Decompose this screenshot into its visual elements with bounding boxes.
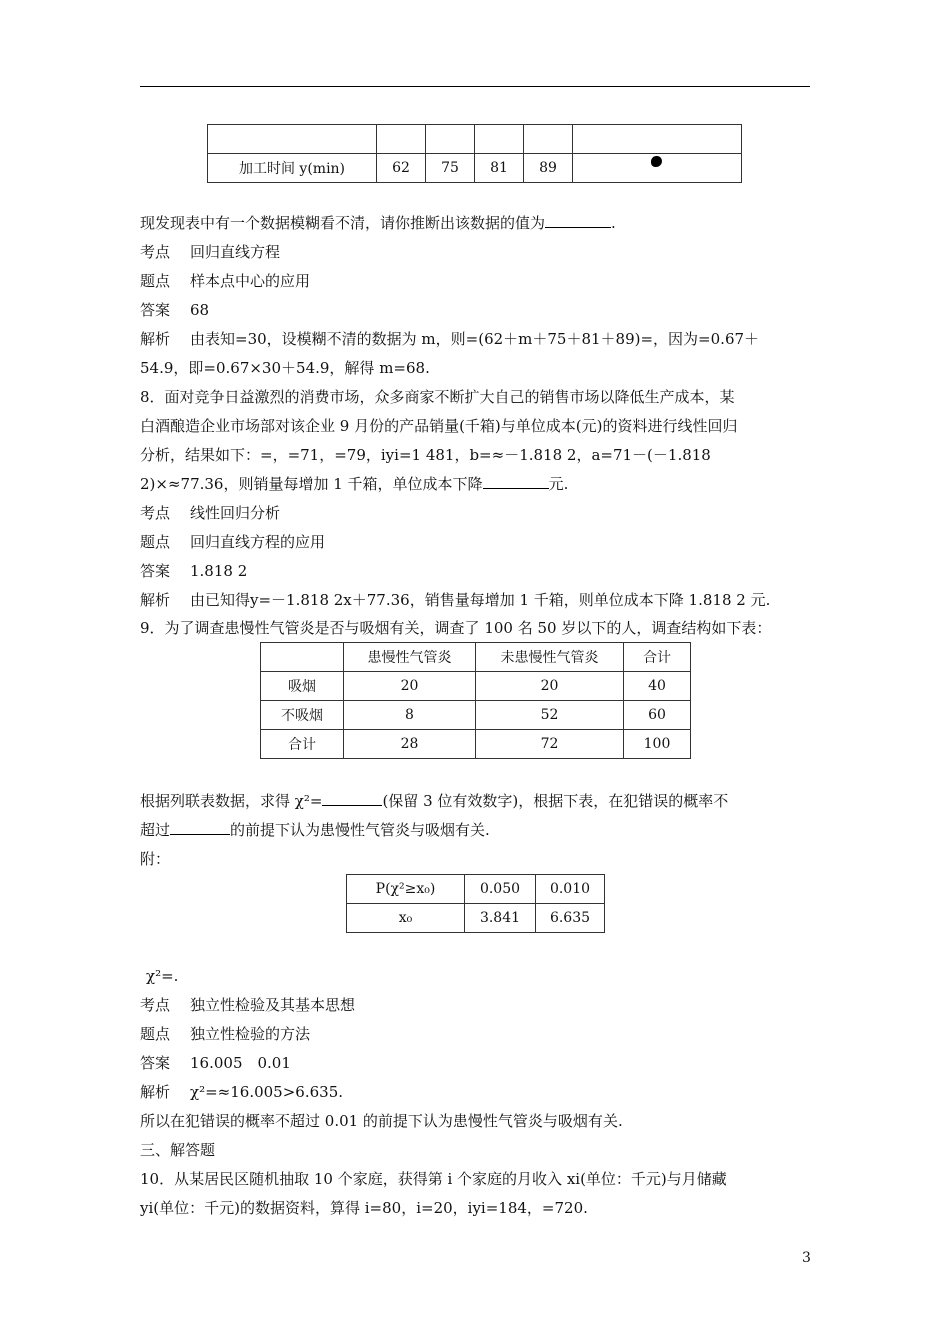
formula: χ²=. (146, 967, 179, 985)
jiexi-text: 由表知=30，设模糊不清的数据为 m，则=(62＋m＋75＋81＋89)=，因为=0.67＋ (190, 330, 760, 348)
q9-line: 根据列联表数据，求得 χ²= (140, 792, 323, 810)
table-row: 不吸烟 8 52 60 (261, 701, 691, 730)
table-row (261, 643, 691, 672)
jiexi-text: 由已知得y=－1.818 2x＋77.36，销售量每增加 1 千箱，则单位成本下降 1.818 2 元. (190, 591, 771, 609)
table-row: 合计 28 72 100 (261, 730, 691, 759)
row-label: 加工时间 y(min) (208, 154, 377, 183)
q8-line: 2)×≈77.36，则销量每增加 1 千箱，单位成本下降 (140, 475, 483, 493)
table-row (208, 125, 742, 154)
column-header: 患慢性气管炎 (344, 643, 476, 672)
q10-line: 10．从某居民区随机抽取 10 个家庭，获得第 i 个家庭的月收入 xi(单位：千元)与月储藏 (140, 1170, 727, 1188)
header-rule (140, 86, 810, 87)
q7-text: 现发现表中有一个数据模糊看不清，请你推断出该数据的值为 (140, 214, 546, 232)
q10-line: yi(单位：千元)的数据资料，算得 i=80，i=20，iyi=184，=720. (140, 1199, 588, 1217)
conclusion: 所以在犯错误的概率不超过 0.01 的前提下认为患慢性气管炎与吸烟有关. (140, 1112, 623, 1130)
processing-time-table (207, 124, 742, 183)
table-cell: 62 (377, 154, 426, 183)
table-cell: 75 (426, 154, 475, 183)
tidian-value: 独立性检验的方法 (190, 1025, 311, 1043)
answer-value: 1.818 2 (190, 562, 248, 580)
table-row: 吸烟 20 20 40 (261, 672, 691, 701)
answer-value: 16.005 0.01 (190, 1054, 291, 1072)
column-header: 未患慢性气管炎 (476, 643, 624, 672)
q9-line: 9．为了调查患慢性气管炎是否与吸烟有关，调查了 100 名 50 岁以下的人，调查结构如下表： (140, 619, 772, 637)
column-header: 合计 (624, 643, 691, 672)
table-row (208, 154, 742, 183)
answer-blank (322, 791, 382, 806)
section-heading: 三、解答题 (140, 1141, 216, 1159)
answer-blank (545, 213, 611, 228)
table-row: x₀ 3.841 6.635 (347, 904, 605, 933)
q8-line: 8．面对竞争日益激烈的消费市场，众多商家不断扩大自己的销售市场以降低生产成本，某 (140, 388, 735, 406)
kaodian-value: 线性回归分析 (190, 504, 281, 522)
chi-square-table (346, 874, 605, 933)
tidian-value: 回归直线方程的应用 (190, 533, 326, 551)
jiexi-text: 54.9，即=0.67×30＋54.9，解得 m=68. (140, 359, 430, 377)
page-number: 3 (802, 1250, 811, 1266)
tidian-value: 样本点中心的应用 (190, 272, 311, 290)
kaodian-value: 回归直线方程 (190, 243, 281, 261)
q9-line: 的前提下认为患慢性气管炎与吸烟有关. (230, 821, 490, 839)
table-cell: 81 (475, 154, 524, 183)
ink-blot (651, 156, 662, 167)
table-cell: 89 (524, 154, 573, 183)
blurred-cell (573, 154, 742, 183)
contingency-table (260, 642, 691, 759)
answer-blank (483, 474, 549, 489)
answer-value: 68 (190, 301, 210, 319)
answer-blank (170, 820, 230, 835)
table-row: P(χ²≥x₀) 0.050 0.010 (347, 875, 605, 904)
jiexi-text: χ²=≈16.005>6.635. (190, 1083, 344, 1101)
q8-line: 白酒酿造企业市场部对该企业 9 月份的产品销量(千箱)与单位成本(元)的资料进行线性回归 (140, 417, 738, 435)
appendix-label: 附： (140, 850, 171, 868)
q8-line: 分析，结果如下：=，=71，=79，iyi=1 481，b=≈－1.818 2，a=71－(－1.818 (140, 446, 711, 464)
kaodian-value: 独立性检验及其基本思想 (190, 996, 356, 1014)
